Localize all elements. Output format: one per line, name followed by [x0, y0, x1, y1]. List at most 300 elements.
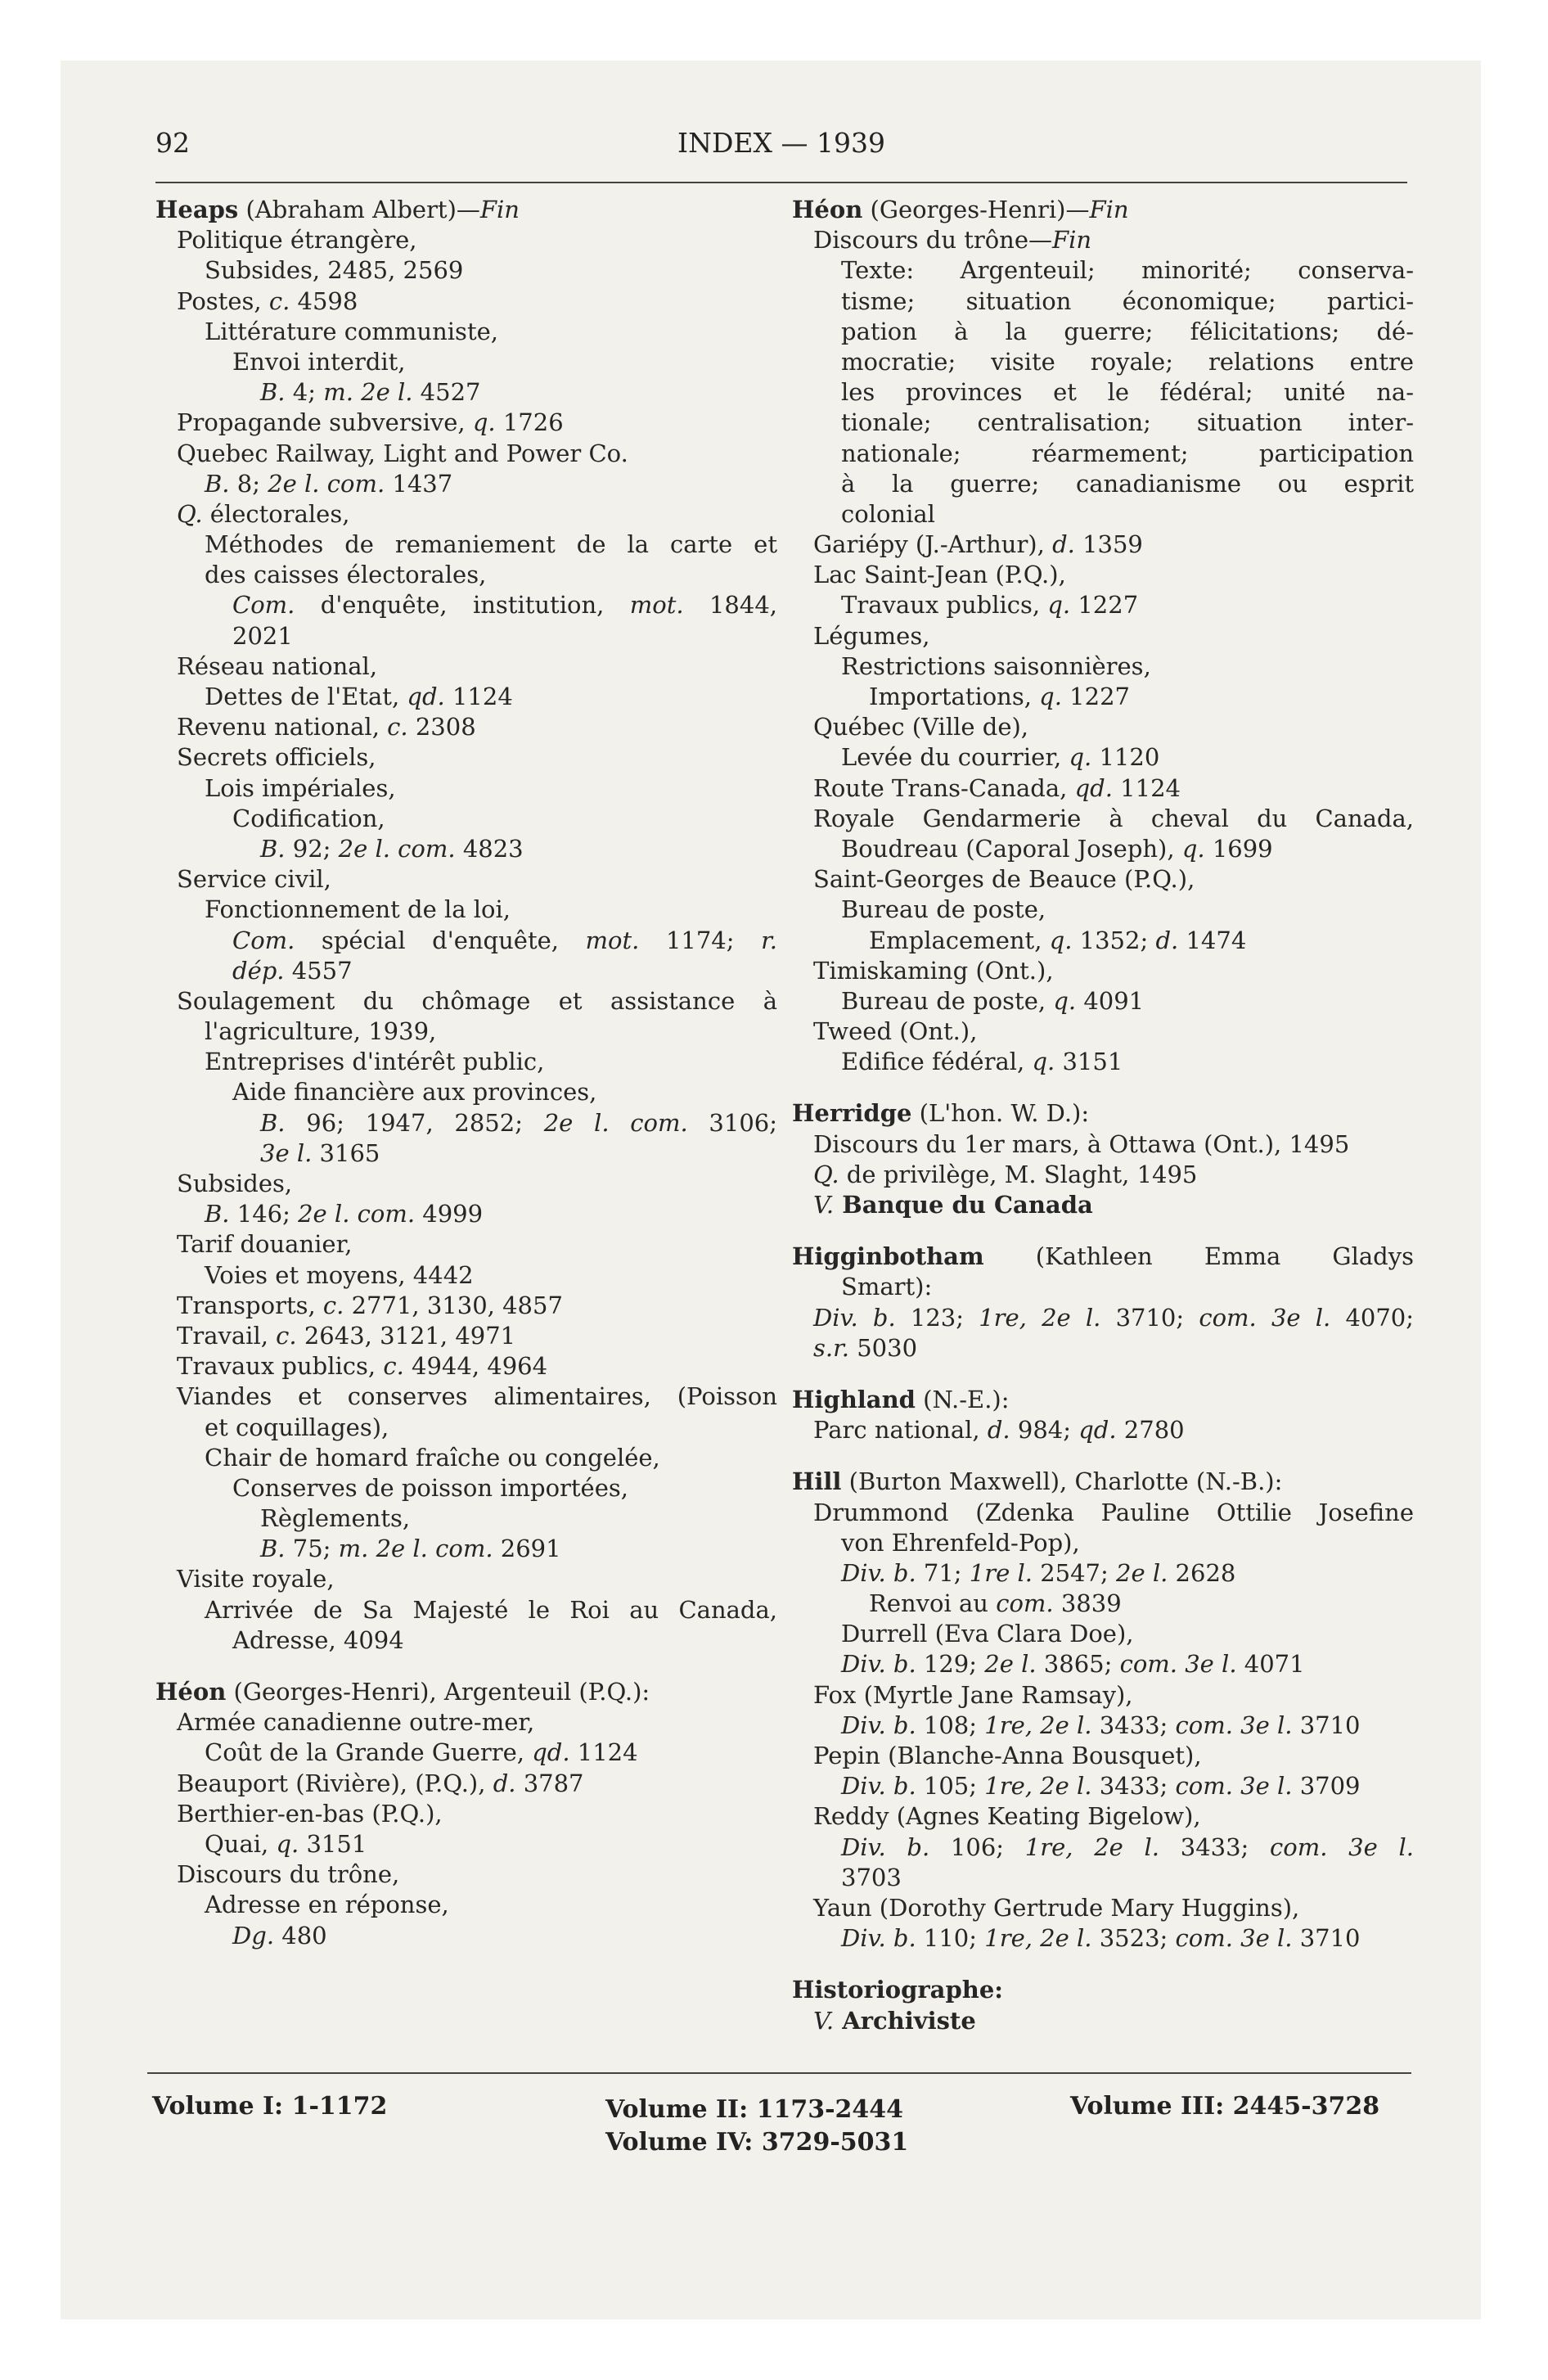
entry-text: Travaux publics, — [177, 1352, 384, 1381]
entry-text: des caisses électorales, — [205, 561, 487, 589]
index-subentry — [155, 377, 777, 408]
index-subentry — [792, 1649, 1414, 1679]
index-subentry — [155, 1859, 777, 1890]
abbreviation: m. 2e l. — [323, 378, 413, 407]
index-subentry — [792, 286, 1414, 317]
index-subentry — [792, 469, 1414, 499]
entry-text: 4823 — [455, 834, 524, 863]
entry-text: Arrivée de Sa Majesté le Roi au Canada, — [205, 1595, 777, 1624]
index-subentry — [792, 1711, 1414, 1741]
entry-text: de privilège, M. Slaght, 1495 — [839, 1160, 1198, 1188]
abbreviation: Dg. — [232, 1921, 275, 1950]
abbreviation: mot. — [585, 926, 640, 954]
index-subentry — [155, 1829, 777, 1859]
index-subentry — [155, 956, 777, 986]
index-subentry — [155, 1291, 777, 1321]
entry-text: Règlements, — [260, 1504, 411, 1533]
entry-text: électorales, — [202, 499, 350, 528]
index-subentry — [792, 1190, 1414, 1220]
abbreviation: q. — [276, 1829, 299, 1858]
entry-text: von Ehrenfeld-Pop), — [841, 1528, 1080, 1557]
index-subentry — [792, 377, 1414, 408]
entry-text: Bureau de poste, — [841, 895, 1046, 924]
index-subentry — [155, 1534, 777, 1564]
index-subentry — [155, 347, 777, 377]
entry-text: 71; — [916, 1558, 970, 1587]
index-subentry — [155, 1260, 777, 1291]
index-subentry — [792, 712, 1414, 742]
entry-text: Smart): — [841, 1273, 933, 1301]
abbreviation: B. — [205, 469, 230, 498]
entry-name: Higginbotham — [792, 1242, 984, 1271]
index-subentry — [792, 408, 1414, 438]
entry-text: Durrell (Eva Clara Doe), — [841, 1620, 1134, 1648]
entry-text: tisme; situation économique; partici- — [841, 286, 1414, 315]
entry-text: 4999 — [415, 1200, 484, 1228]
index-subentry — [792, 1016, 1414, 1047]
index-subentry — [792, 1741, 1414, 1771]
index-subentry — [155, 834, 777, 864]
entry-text: Entreprises d'intérêt public, — [205, 1048, 545, 1076]
index-subentry — [792, 1771, 1414, 1801]
abbreviation: Div. b. — [841, 1711, 916, 1739]
entry-text: Quai, — [205, 1829, 277, 1858]
abbreviation: c. — [276, 1321, 297, 1350]
entry-text: Chair de homard fraîche ou congelée, — [205, 1443, 660, 1472]
index-subentry — [792, 347, 1414, 377]
abbreviation: 2e l. com. — [268, 469, 385, 498]
index-subentry — [792, 956, 1414, 986]
abbreviation: 2e l. — [1116, 1558, 1168, 1587]
abbreviation: 2e l. com. — [298, 1200, 416, 1228]
entry-text: Quebec Railway, Light and Power Co. — [177, 439, 628, 467]
abbreviation: m. 2e l. com. — [338, 1535, 493, 1563]
entry-text: Boudreau (Caporal Joseph), — [841, 834, 1182, 863]
page-title: INDEX — 1939 — [677, 127, 885, 159]
index-subentry — [155, 986, 777, 1016]
entry-text: Discours du 1er mars, à Ottawa (Ont.), 1495 — [813, 1129, 1350, 1158]
entry-text: 3523; — [1091, 1924, 1176, 1953]
entry-text: (Kathleen Emma Gladys — [983, 1242, 1414, 1271]
index-subentry — [792, 742, 1414, 773]
entry-text: 4598 — [290, 286, 358, 315]
entry-text: Timiskaming (Ont.), — [813, 956, 1054, 985]
abbreviation: Fin — [479, 196, 520, 223]
entry-text: spécial d'enquête, — [295, 926, 586, 954]
entry-text: 4091 — [1076, 986, 1145, 1015]
entry-text: 3703 — [841, 1863, 902, 1891]
abbreviation: q. — [1032, 1048, 1055, 1076]
entry-text: 108; — [916, 1711, 985, 1739]
abbreviation: com. 3e l. — [1270, 1832, 1415, 1861]
entry-text: 4557 — [284, 956, 353, 985]
entry-text: Soulagement du chômage et assistance à — [177, 986, 777, 1015]
index-subentry — [155, 225, 777, 255]
entry-text: Reddy (Agnes Keating Bigelow), — [813, 1802, 1201, 1831]
footer-rule — [147, 2072, 1411, 2074]
abbreviation: Div. b. — [841, 1832, 930, 1861]
index-subentry — [792, 560, 1414, 590]
entry-text: Tweed (Ont.), — [813, 1017, 978, 1046]
abbreviation: 1re, 2e l. — [979, 1303, 1101, 1332]
entry-text: 123; — [895, 1303, 979, 1332]
index-entry-heading — [792, 1242, 1414, 1272]
abbreviation: d. — [493, 1769, 516, 1797]
index-subentry — [792, 926, 1414, 956]
entry-text: Postes, — [177, 286, 269, 315]
index-subentry — [155, 742, 777, 773]
entry-text: tionale; centralisation; situation inter- — [841, 408, 1414, 437]
index-subentry — [155, 926, 777, 956]
entry-text: 1474 — [1178, 926, 1247, 954]
entry-name: Herridge — [792, 1099, 912, 1128]
entry-text: 4527 — [412, 378, 481, 407]
entry-text: Adresse, 4094 — [232, 1625, 404, 1654]
abbreviation: q. — [1047, 591, 1071, 620]
abbreviation: B. — [205, 1200, 230, 1228]
abbreviation: 1re l. — [969, 1558, 1033, 1587]
index-subentry — [792, 255, 1414, 286]
entry-text: 1352; — [1072, 926, 1156, 954]
entry-text: Lac Saint-Jean (P.Q.), — [813, 561, 1066, 589]
abbreviation: B. — [260, 834, 286, 863]
entry-text: Royale Gendarmerie à cheval du Canada, — [813, 804, 1414, 832]
index-subentry — [155, 621, 777, 651]
entry-text: l'agriculture, 1939, — [205, 1017, 437, 1046]
abbreviation: c. — [387, 713, 408, 741]
entry-text: (Georges-Henri)— — [862, 196, 1090, 223]
entry-text: 75; — [285, 1535, 339, 1563]
index-entry-heading — [792, 1098, 1414, 1129]
index-subentry — [792, 499, 1414, 530]
index-subentry — [155, 530, 777, 560]
abbreviation: V. — [813, 2006, 835, 2035]
entry-text: 3165 — [312, 1138, 380, 1167]
entry-text: 2771, 3130, 4857 — [344, 1291, 563, 1319]
entry-text: Travail, — [177, 1321, 277, 1350]
entry-text: 2643, 3121, 4971 — [296, 1321, 516, 1350]
index-subentry — [792, 1589, 1414, 1619]
entry-text: Secrets officiels, — [177, 743, 376, 772]
index-subentry — [155, 1108, 777, 1138]
index-entry-heading — [155, 195, 777, 225]
entry-text: d'enquête, institution, — [295, 591, 630, 620]
footer-volume-1: Volume I: 1-1172 — [152, 2092, 388, 2121]
entry-text: Subsides, 2485, 2569 — [205, 256, 464, 285]
entry-text: 96; 1947, 2852; — [285, 1108, 544, 1137]
abbreviation: com. 3e l. — [1175, 1711, 1293, 1739]
abbreviation: s.r. — [813, 1333, 849, 1362]
entry-text: 1124 — [444, 683, 513, 710]
entry-text: Discours du trône, — [177, 1860, 400, 1889]
entry-text: 1726 — [495, 408, 564, 437]
abbreviation: 2e l. — [984, 1650, 1037, 1679]
index-subentry — [792, 439, 1414, 469]
entry-text: Saint-Georges de Beauce (P.Q.), — [813, 865, 1195, 894]
entry-name: Héon — [792, 196, 863, 223]
index-subentry — [155, 1321, 777, 1351]
entry-text: Texte: Argenteuil; minorité; conserva- — [841, 256, 1414, 285]
abbreviation: mot. — [629, 591, 684, 620]
entry-text: 3865; — [1036, 1650, 1120, 1679]
entry-text: 92; — [285, 834, 339, 863]
abbreviation: B. — [260, 378, 286, 407]
entry-text: (Abraham Albert)— — [238, 196, 480, 223]
entry-text: Importations, — [869, 683, 1040, 710]
entry-text: Yaun (Dorothy Gertrude Mary Huggins), — [813, 1893, 1300, 1922]
index-subentry — [155, 1229, 777, 1260]
index-subentry — [792, 1415, 1414, 1445]
entry-spacer — [792, 1445, 1414, 1467]
entry-text: Réseau national, — [177, 651, 378, 680]
index-subentry — [155, 1799, 777, 1829]
abbreviation: d. — [1052, 530, 1075, 559]
entry-text: 110; — [916, 1924, 985, 1953]
entry-text: Berthier-en-bas (P.Q.), — [177, 1799, 443, 1828]
index-subentry — [155, 1503, 777, 1534]
abbreviation: Com. — [232, 591, 295, 620]
abbreviation: qd. — [1078, 1416, 1117, 1445]
entry-text: 1227 — [1070, 591, 1139, 620]
entry-text: Armée canadienne outre-mer, — [177, 1708, 535, 1737]
entry-text: 1844, — [683, 591, 777, 620]
abbreviation: d. — [1155, 926, 1179, 954]
entry-text: pation à la guerre; félicitations; dé- — [841, 317, 1414, 345]
entry-text: 1359 — [1074, 530, 1143, 559]
index-subentry — [155, 1473, 777, 1503]
entry-text: Subsides, — [177, 1170, 293, 1197]
index-subentry — [792, 651, 1414, 682]
index-subentry — [155, 1413, 777, 1443]
index-subentry — [155, 1077, 777, 1107]
entry-text: 3151 — [1055, 1048, 1123, 1076]
entry-spacer — [792, 1954, 1414, 1975]
abbreviation: 1re, 2e l. — [984, 1711, 1092, 1739]
entry-text: 3710 — [1292, 1924, 1361, 1953]
index-subentry — [792, 986, 1414, 1016]
footer-volume-2: Volume II: 1173-2444 — [605, 2095, 904, 2124]
entry-text: 2691 — [493, 1535, 561, 1563]
index-subentry — [155, 560, 777, 590]
entry-text: les provinces et le fédéral; unité na- — [841, 378, 1414, 407]
index-subentry — [792, 1129, 1414, 1160]
entry-text: 3433; — [1159, 1832, 1271, 1861]
index-subentry — [155, 804, 777, 834]
entry-text: Conserves de poisson importées, — [232, 1473, 628, 1502]
entry-text: 4071 — [1236, 1650, 1305, 1679]
page-number: 92 — [155, 127, 190, 159]
abbreviation: dép. — [232, 956, 285, 985]
entry-text: 1124 — [569, 1738, 638, 1767]
entry-name: Héon — [155, 1678, 227, 1706]
entry-text: Renvoi au — [869, 1589, 997, 1618]
index-subentry — [792, 1160, 1414, 1190]
abbreviation: 2e l. com. — [543, 1108, 688, 1137]
footer-volume-4: Volume IV: 3729-5031 — [605, 2128, 909, 2157]
index-subentry — [792, 864, 1414, 895]
index-subentry — [155, 1382, 777, 1412]
entry-text: 1227 — [1061, 683, 1130, 710]
index-subentry — [155, 255, 777, 286]
entry-text: 3710 — [1292, 1711, 1361, 1739]
index-subentry — [792, 895, 1414, 925]
index-subentry — [155, 1564, 777, 1594]
index-subentry — [155, 1016, 777, 1047]
entry-text: Codification, — [232, 804, 385, 832]
entry-text: Québec (Ville de), — [813, 713, 1029, 741]
abbreviation: q. — [1053, 986, 1077, 1015]
entry-text: 3710; — [1100, 1303, 1199, 1332]
index-subentry — [155, 1351, 777, 1382]
entry-text: à la guerre; canadianisme ou esprit — [841, 469, 1414, 498]
index-subentry — [792, 804, 1414, 834]
index-subentry — [792, 1680, 1414, 1711]
abbreviation: V. — [813, 1191, 835, 1219]
abbreviation: com. 3e l. — [1175, 1772, 1293, 1801]
index-entry-heading — [155, 1677, 777, 1707]
abbreviation: qd. — [532, 1738, 570, 1767]
entry-text: 8; — [229, 469, 268, 498]
abbreviation: q. — [472, 408, 496, 437]
abbreviation: Div. b. — [813, 1303, 896, 1332]
index-subentry — [155, 1138, 777, 1169]
entry-text: et coquillages), — [205, 1413, 389, 1441]
entry-text: 1699 — [1204, 834, 1273, 863]
abbreviation: q. — [1069, 743, 1092, 772]
entry-text: Parc national, — [813, 1416, 988, 1445]
cross-reference: Archiviste — [834, 2006, 976, 2035]
entry-text: Tarif douanier, — [177, 1230, 353, 1259]
index-subentry — [155, 317, 777, 347]
abbreviation: Fin — [1052, 226, 1092, 255]
index-subentry — [155, 864, 777, 895]
index-subentry — [792, 530, 1414, 560]
entry-text: Pepin (Blanche-Anna Bousquet), — [813, 1742, 1202, 1769]
index-subentry — [155, 1595, 777, 1625]
entry-text: Emplacement, — [869, 926, 1050, 954]
page-header — [155, 127, 1407, 168]
index-subentry — [792, 1558, 1414, 1589]
abbreviation: com. 3e l. — [1175, 1924, 1293, 1953]
entry-text: (L'hon. W. D.): — [911, 1099, 1090, 1128]
entry-text: 2780 — [1116, 1416, 1185, 1445]
entry-text: 3433; — [1091, 1772, 1176, 1801]
abbreviation: com. 3e l. — [1119, 1650, 1237, 1679]
cross-reference: Banque du Canada — [834, 1191, 1093, 1219]
abbreviation: 1re, 2e l. — [984, 1924, 1092, 1953]
entry-text: Légumes, — [813, 621, 930, 650]
index-subentry — [792, 1272, 1414, 1302]
entry-text: Discours du trône— — [813, 226, 1053, 255]
entry-text: 2628 — [1168, 1558, 1236, 1587]
index-subentry — [792, 682, 1414, 712]
entry-text: Transports, — [177, 1291, 323, 1319]
entry-spacer — [155, 1656, 777, 1677]
abbreviation: q. — [1049, 926, 1073, 954]
index-subentry — [792, 317, 1414, 347]
entry-text: 4944, 4964 — [403, 1352, 548, 1381]
index-subentry — [792, 1498, 1414, 1528]
abbreviation: 3e l. — [260, 1138, 313, 1167]
entry-text: Edifice fédéral, — [841, 1048, 1033, 1076]
index-entry-heading — [792, 1385, 1414, 1415]
abbreviation: B. — [260, 1535, 286, 1563]
index-column-right — [792, 195, 1414, 2036]
entry-text: Méthodes de remaniement de la carte et — [205, 530, 777, 559]
entry-text: 105; — [916, 1772, 985, 1801]
index-subentry — [792, 1528, 1414, 1558]
index-subentry — [155, 439, 777, 469]
entry-text: 3433; — [1091, 1711, 1176, 1739]
abbreviation: c. — [268, 286, 290, 315]
entry-text: Coût de la Grande Guerre, — [205, 1738, 533, 1767]
entry-text: 1124 — [1112, 773, 1181, 802]
index-subentry — [155, 469, 777, 499]
index-entry-heading — [792, 1467, 1414, 1497]
index-subentry — [155, 408, 777, 438]
entry-spacer — [792, 1077, 1414, 1098]
index-entry-heading — [792, 1975, 1414, 2005]
entry-text: Fonctionnement de la loi, — [205, 895, 511, 924]
abbreviation: d. — [987, 1416, 1010, 1445]
index-subentry — [792, 2006, 1414, 2036]
entry-text: Service civil, — [177, 865, 331, 894]
abbreviation: B. — [260, 1108, 286, 1137]
index-entry-heading — [792, 195, 1414, 225]
entry-text: Propagande subversive, — [177, 408, 473, 437]
entry-text: Viandes et conserves alimentaires, (Poisson — [177, 1382, 777, 1411]
abbreviation: Com. — [232, 926, 295, 954]
index-subentry — [155, 1921, 777, 1951]
index-subentry — [155, 651, 777, 682]
entry-text: Visite royale, — [177, 1565, 335, 1593]
entry-text: 5030 — [849, 1333, 918, 1362]
entry-text: Gariépy (J.-Arthur), — [813, 530, 1053, 559]
index-subentry — [792, 1303, 1414, 1333]
abbreviation: r. — [761, 926, 777, 954]
entry-text: 984; — [1010, 1416, 1079, 1445]
abbreviation: Q. — [813, 1160, 839, 1188]
abbreviation: q. — [1039, 683, 1062, 710]
index-subentry — [155, 1199, 777, 1229]
entry-text: Beauport (Rivière), (P.Q.), — [177, 1769, 493, 1797]
entry-text: (N.-E.): — [915, 1385, 1010, 1413]
entry-name: Heaps — [155, 196, 239, 223]
abbreviation: 1re, 2e l. — [1024, 1832, 1160, 1861]
index-subentry — [155, 682, 777, 712]
entry-name: Highland — [792, 1385, 916, 1413]
index-column-left — [155, 195, 777, 1951]
entry-text: Levée du courrier, — [841, 743, 1069, 772]
index-subentry — [155, 1625, 777, 1656]
entry-text: nationale; réarmement; participation — [841, 439, 1414, 467]
entry-text: Route Trans-Canada, — [813, 773, 1075, 802]
entry-text: Aide financière aux provinces, — [232, 1078, 597, 1107]
entry-text: 2547; — [1032, 1558, 1116, 1587]
entry-text: 1120 — [1091, 743, 1160, 772]
entry-spacer — [792, 1220, 1414, 1242]
entry-text: colonial — [841, 499, 935, 528]
index-subentry — [155, 895, 777, 925]
entry-text: 2308 — [407, 713, 476, 741]
index-subentry — [792, 225, 1414, 255]
entry-name: Historiographe: — [792, 1976, 1003, 2004]
index-subentry — [792, 1333, 1414, 1364]
entry-text: 3709 — [1292, 1772, 1361, 1801]
abbreviation: 2e l. com. — [338, 834, 456, 863]
entry-text: Adresse en réponse, — [205, 1891, 449, 1919]
index-subentry — [155, 1738, 777, 1768]
